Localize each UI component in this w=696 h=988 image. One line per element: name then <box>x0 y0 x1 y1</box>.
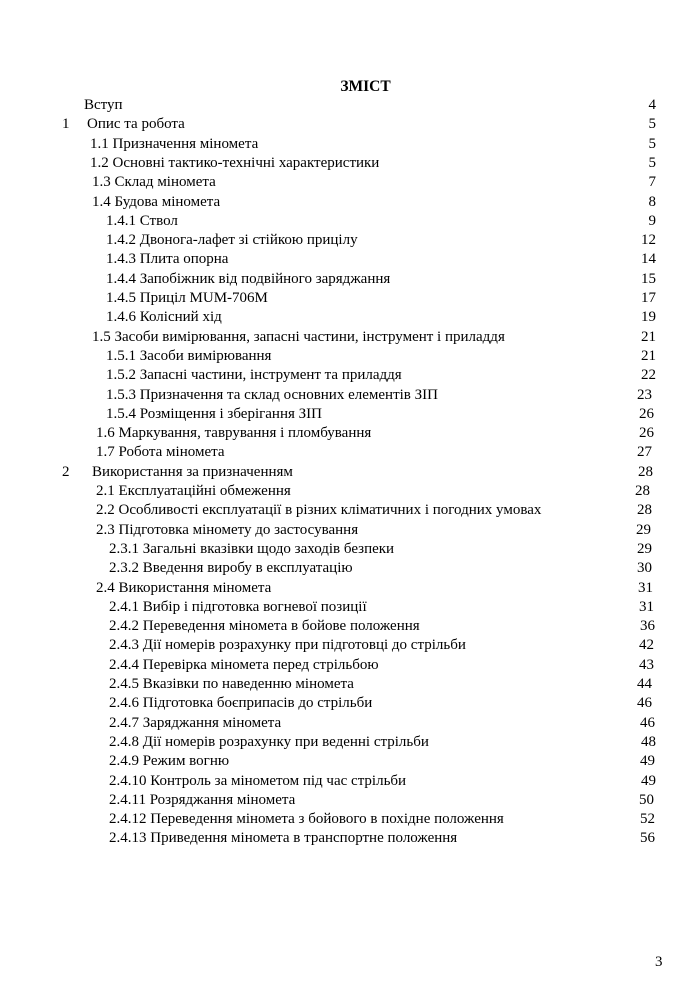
toc-entry-text: 2.4.5 Вказівки по наведенню міномета <box>109 676 354 692</box>
toc-entry-text: 2.4.6 Підготовка боєприпасів до стрільби <box>109 695 373 712</box>
toc-entry-text: 2.4.9 Режим вогню <box>109 753 230 770</box>
toc-entry[interactable] <box>0 733 696 752</box>
toc-entry-page: 31 <box>639 598 654 615</box>
toc-entry-page: 22 <box>641 367 656 384</box>
toc-entry-page: 56 <box>640 830 655 847</box>
toc-entry[interactable] <box>0 636 696 655</box>
toc-entry[interactable] <box>0 521 696 540</box>
toc-entry-page: 7 <box>648 174 656 191</box>
toc-entry-page: 26 <box>639 405 654 422</box>
toc-entry[interactable] <box>0 598 696 617</box>
toc-entry[interactable] <box>0 463 696 482</box>
toc-entry[interactable] <box>0 366 696 385</box>
toc-entry[interactable] <box>0 115 696 134</box>
toc-entry[interactable] <box>0 694 696 713</box>
toc-entry-text: Вступ <box>84 97 123 113</box>
toc-entry-page: 21 <box>641 328 656 345</box>
toc-entry-text: 1.6 Маркування, таврування і пломбування <box>96 425 372 442</box>
toc-entry-page: 12 <box>641 232 656 249</box>
toc-entry[interactable] <box>0 829 696 848</box>
toc-entry[interactable] <box>0 424 696 443</box>
toc-entry[interactable] <box>0 559 696 578</box>
toc-entry[interactable] <box>0 675 696 694</box>
toc-entry-page: 27 <box>637 444 652 461</box>
toc-section-number: 2 <box>62 463 70 480</box>
toc-entry[interactable] <box>0 231 696 250</box>
toc-entry[interactable] <box>0 135 696 154</box>
toc-entry-page: 4 <box>648 97 656 113</box>
toc-entry-page: 42 <box>639 637 654 654</box>
toc-entry-page: 14 <box>641 251 656 268</box>
toc-entry[interactable] <box>0 212 696 231</box>
toc-entry-text: 1.4.3 Плита опорна <box>106 251 229 268</box>
toc-entry-page: 29 <box>636 521 651 538</box>
toc-title: ЗМІСТ <box>340 78 391 95</box>
toc-entry-text: 1.4.2 Двонога-лафет зі стійкою прицілу <box>106 232 358 249</box>
toc-entry-text: Опис та робота <box>87 116 185 133</box>
toc-entry-page: 46 <box>640 714 655 731</box>
toc-entry-text: 1.5.4 Розміщення і зберігання ЗІП <box>106 405 322 422</box>
table-of-contents <box>0 96 696 856</box>
toc-entry[interactable] <box>0 617 696 636</box>
toc-entry-page: 5 <box>648 154 656 171</box>
toc-entry-text: 1.4.5 Приціл MUM-706M <box>106 290 268 306</box>
toc-entry-text: 2.4 Використання міномета <box>96 579 272 596</box>
toc-entry[interactable] <box>0 752 696 771</box>
toc-entry-text: 2.4.4 Перевірка міномета перед стрільбою <box>109 656 379 673</box>
toc-entry-text: 2.3.1 Загальні вказівки щодо заходів безпеки <box>109 540 395 557</box>
toc-entry-text: 1.1 Призначення міномета <box>90 135 259 152</box>
toc-entry[interactable] <box>0 772 696 791</box>
toc-entry-text: 1.5.2 Запасні частини, інструмент та приладдя <box>106 367 402 384</box>
toc-entry[interactable] <box>0 656 696 675</box>
toc-entry[interactable] <box>0 791 696 810</box>
toc-entry-text: 1.5.1 Засоби вимірювання <box>106 347 272 364</box>
toc-entry-page: 21 <box>641 347 656 364</box>
toc-entry-page: 28 <box>637 502 652 519</box>
toc-entry-page: 50 <box>639 791 654 808</box>
toc-entry-page: 43 <box>639 656 654 673</box>
toc-entry-text: 2.4.7 Заряджання міномета <box>109 714 282 731</box>
toc-entry[interactable] <box>0 810 696 829</box>
toc-entry[interactable] <box>0 501 696 520</box>
toc-entry[interactable] <box>0 173 696 192</box>
toc-entry[interactable] <box>0 328 696 347</box>
toc-entry[interactable] <box>0 250 696 269</box>
toc-entry[interactable] <box>0 540 696 559</box>
toc-entry-page: 29 <box>637 540 652 557</box>
toc-entry-text: 2.2 Особливості експлуатації в різних кліматичних і погодних умовах <box>96 502 542 519</box>
toc-entry-text: 1.4.6 Колісний хід <box>106 309 222 326</box>
toc-entry-text: 1.4 Будова міномета <box>92 193 221 210</box>
toc-entry-page: 31 <box>638 579 653 596</box>
toc-entry-text: 1.2 Основні тактико-технічні характеристики <box>90 154 380 171</box>
toc-entry[interactable] <box>0 289 696 308</box>
toc-entry-page: 5 <box>648 116 656 133</box>
toc-entry-text: 2.4.8 Дії номерів розрахунку при веденні стрільби <box>109 733 429 750</box>
toc-entry-page: 28 <box>638 463 653 480</box>
toc-entry-text: 2.4.1 Вибір і підготовка вогневої позиції <box>109 598 367 615</box>
toc-entry[interactable] <box>0 714 696 733</box>
toc-entry-text: 1.3 Склад міномета <box>92 174 216 191</box>
toc-entry-text: 1.7 Робота міномета <box>96 444 225 461</box>
toc-entry[interactable] <box>0 154 696 173</box>
toc-entry-text: 2.1 Експлуатаційні обмеження <box>96 483 291 499</box>
toc-entry-text: Використання за призначенням <box>92 463 293 480</box>
toc-entry-page: 9 <box>648 212 656 229</box>
toc-entry[interactable] <box>0 482 696 501</box>
toc-entry-text: 2.3.2 Введення виробу в експлуатацію <box>109 560 353 577</box>
toc-entry-page: 26 <box>639 425 654 442</box>
toc-entry-page: 5 <box>648 135 656 152</box>
toc-entry[interactable] <box>0 96 696 115</box>
toc-entry-page: 23 <box>637 386 652 403</box>
toc-entry-text: 2.4.10 Контроль за мінометом під час стрільби <box>109 772 407 789</box>
toc-entry-page: 49 <box>641 772 656 789</box>
toc-entry-text: 1.4.4 Запобіжник від подвійного заряджання <box>106 270 391 287</box>
toc-entry-text: 2.4.12 Переведення міномета з бойового в похідне положення <box>109 811 504 828</box>
toc-entry[interactable] <box>0 405 696 424</box>
toc-entry[interactable] <box>0 308 696 327</box>
toc-entry-text: 1.4.1 Ствол <box>106 212 178 229</box>
toc-entry-page: 19 <box>641 309 656 326</box>
toc-entry[interactable] <box>0 347 696 366</box>
toc-entry[interactable] <box>0 443 696 462</box>
toc-entry-text: 2.4.13 Приведення міномета в транспортне положення <box>109 830 458 847</box>
toc-entry-text: 1.5 Засоби вимірювання, запасні частини, інструмент і приладдя <box>92 328 505 345</box>
toc-entry[interactable] <box>0 579 696 598</box>
toc-section-number: 1 <box>62 116 70 133</box>
toc-entry-text: 1.5.3 Призначення та склад основних елементів ЗІП <box>106 386 438 403</box>
toc-entry-text: 2.4.3 Дії номерів розрахунку при підготовці до стрільби <box>109 637 466 654</box>
page-number: 3 <box>655 954 663 970</box>
toc-entry-text: 2.4.11 Розряджання міномета <box>109 791 296 808</box>
toc-entry-page: 8 <box>648 193 656 210</box>
toc-entry[interactable] <box>0 193 696 212</box>
toc-entry[interactable] <box>0 386 696 405</box>
toc-entry-page: 15 <box>641 270 656 287</box>
toc-entry-page: 49 <box>640 753 655 770</box>
toc-entry-page: 36 <box>640 618 655 635</box>
toc-entry-page: 30 <box>637 560 652 577</box>
toc-entry-page: 46 <box>637 695 652 712</box>
toc-entry-text: 2.4.2 Переведення міномета в бойове положення <box>109 618 420 635</box>
toc-entry-page: 44 <box>637 676 652 692</box>
toc-entry-text: 2.3 Підготовка міномету до застосування <box>96 521 359 538</box>
toc-entry-page: 28 <box>635 483 650 499</box>
toc-entry-page: 17 <box>641 290 656 306</box>
toc-entry-page: 52 <box>640 811 655 828</box>
toc-entry-page: 48 <box>641 733 656 750</box>
toc-entry[interactable] <box>0 270 696 289</box>
